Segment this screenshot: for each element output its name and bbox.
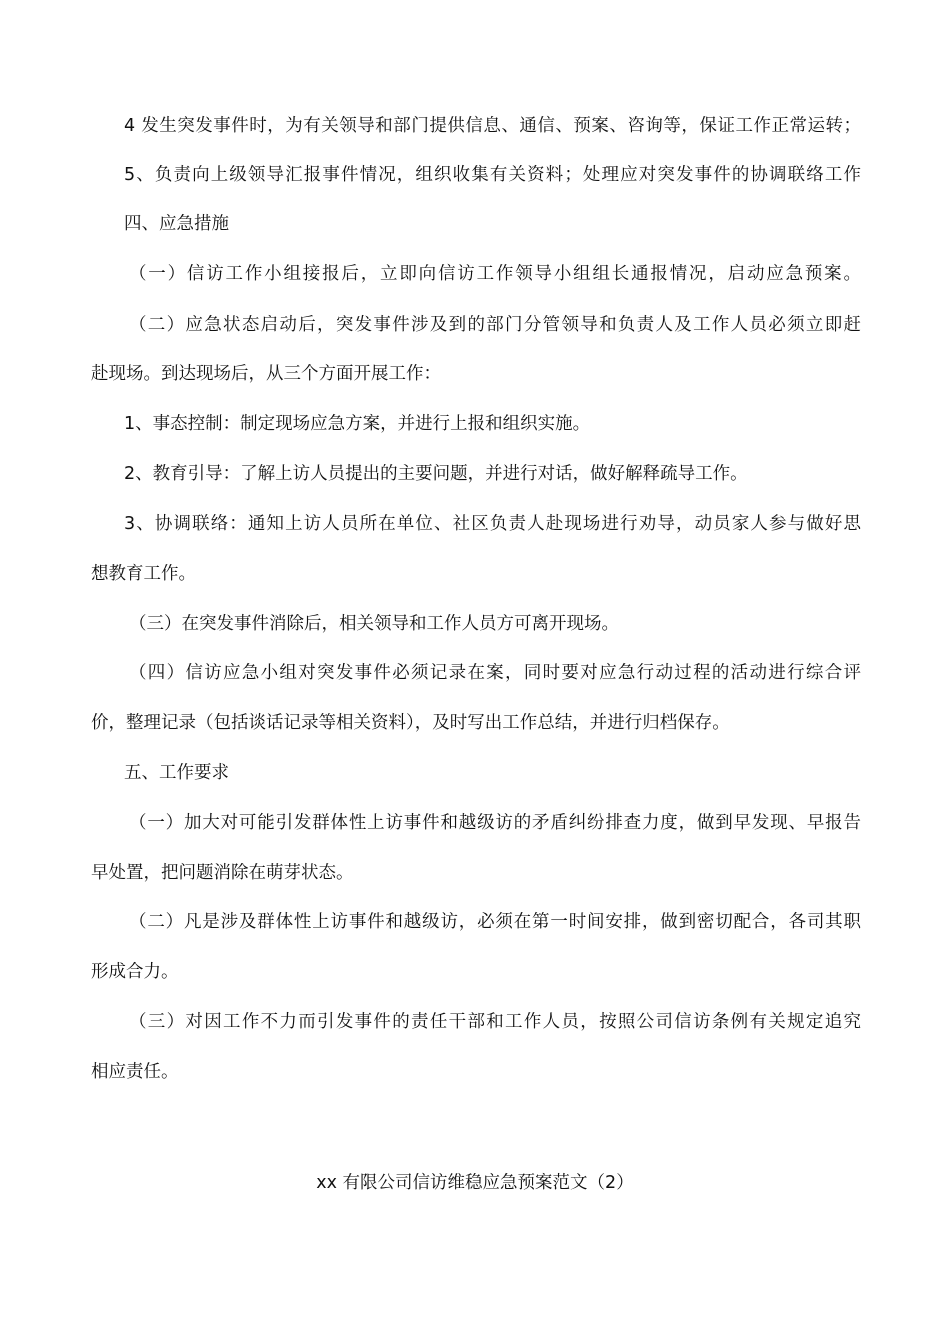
section-heading: 五、工作要求: [124, 763, 229, 783]
document-subtitle: xx 有限公司信访维稳应急预案范文（2）: [316, 1173, 634, 1193]
paragraph-line: 相应责任。: [91, 1062, 179, 1082]
paragraph-line: （三）在突发事件消除后，相关领导和工作人员方可离开现场。: [129, 614, 619, 634]
paragraph-line: 4 发生突发事件时，为有关领导和部门提供信息、通信、预案、咨询等，保证工作正常运转；: [124, 116, 861, 136]
paragraph-line: 早处置，把问题消除在萌芽状态。: [91, 863, 354, 883]
paragraph-line: （四）信访应急小组对突发事件必须记录在案，同时要对应急行动过程的活动进行综合评: [129, 663, 861, 683]
paragraph-line: （二）应急状态启动后，突发事件涉及到的部门分管领导和负责人及工作人员必须立即赶: [129, 315, 861, 335]
paragraph-line: 3、协调联络：通知上访人员所在单位、社区负责人赴现场进行劝导，动员家人参与做好思: [124, 514, 861, 534]
paragraph-line: （三）对因工作不力而引发事件的责任干部和工作人员，按照公司信访条例有关规定追究: [129, 1012, 861, 1032]
paragraph-line: 2、教育引导：了解上访人员提出的主要问题，并进行对话，做好解释疏导工作。: [124, 464, 748, 484]
section-heading: 四、应急措施: [124, 214, 229, 234]
paragraph-line: （一）加大对可能引发群体性上访事件和越级访的矛盾纠纷排查力度，做到早发现、早报告: [129, 813, 861, 833]
paragraph-line: 1、事态控制：制定现场应急方案，并进行上报和组织实施。: [124, 414, 591, 434]
paragraph-line: 想教育工作。: [91, 564, 196, 584]
paragraph-line: 价，整理记录（包括谈话记录等相关资料），及时写出工作总结，并进行归档保存。: [91, 713, 730, 733]
paragraph-line: 赴现场。到达现场后，从三个方面开展工作：: [91, 364, 441, 384]
paragraph-line: 形成合力。: [91, 962, 179, 982]
paragraph-line: （一）信访工作小组接报后，立即向信访工作领导小组组长通报情况，启动应急预案。: [129, 264, 861, 284]
paragraph-line: 5、负责向上级领导汇报事件情况，组织收集有关资料；处理应对突发事件的协调联络工作: [124, 165, 861, 185]
paragraph-line: （二）凡是涉及群体性上访事件和越级访，必须在第一时间安排，做到密切配合，各司其职: [129, 912, 861, 932]
